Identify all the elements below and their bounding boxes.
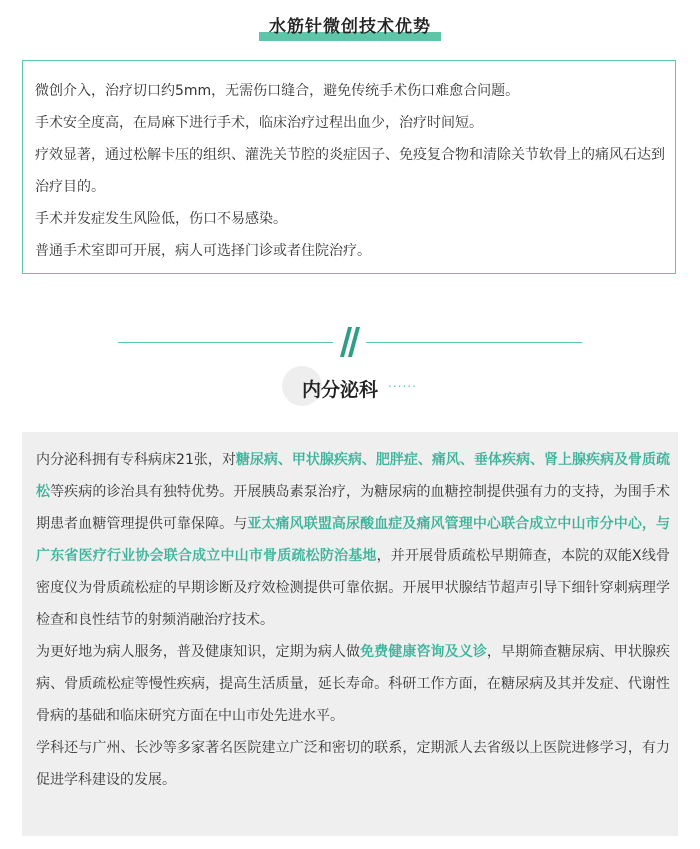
text-run: 为更好地为病人服务，普及健康知识，定期为病人做 — [36, 644, 361, 660]
highlight-partnerships: 亚太痛风联盟高尿酸血症及痛风管理中心联合成立中山市分中心，与广东省医疗行业协会联合成立中山市骨质疏松防治基地 — [36, 516, 671, 564]
advantage-item: 疗效显著，通过松解卡压的组织、灌洗关节腔的炎症因子、免疫复合物和清除关节软骨上的痛风石达到治疗目的。 — [35, 147, 665, 195]
highlight-free-consultation: 免费健康咨询及义诊 — [360, 644, 487, 660]
department-intro-panel — [22, 432, 678, 836]
advantage-item: 手术并发症发生风险低，伤口不易感染。 — [35, 211, 287, 227]
section1-title-wrap — [259, 12, 441, 37]
advantage-item: 普通手术室即可开展，病人可选择门诊或者住院治疗。 — [35, 243, 371, 259]
dotted-line-decoration: ...... — [388, 376, 417, 390]
advantage-item: 手术安全度高，在局麻下进行手术，临床治疗过程出血少，治疗时间短。 — [35, 115, 483, 131]
divider-line-right — [366, 342, 582, 343]
text-run: 内分泌科拥有专科病床21张，对 — [36, 452, 236, 468]
divider-line-left — [118, 342, 333, 343]
advantages-box — [22, 60, 676, 274]
highlight-diseases: 糖尿病、甲状腺疾病、肥胖症、痛风、垂体疾病、肾上腺疾病及骨质疏松 — [36, 452, 670, 500]
section2-title: 内分泌科 — [302, 379, 379, 401]
intro-paragraph-2 — [36, 636, 670, 732]
intro-paragraph-1 — [36, 444, 670, 636]
section1-heading — [0, 12, 700, 37]
text-run: 等疾病的诊治具有独特优势。开展胰岛素泵治疗，为糖尿病的血糖控制提供强有力的支持，为围手术期患者血糖管理提供可靠保障。与 — [36, 484, 671, 532]
advantage-item: 微创介入，治疗切口约5mm，无需伤口缝合，避免传统手术伤口难愈合问题。 — [35, 83, 520, 99]
section2-heading — [282, 366, 422, 412]
section-divider — [118, 327, 582, 357]
intro-paragraph-3: 学科还与广州、长沙等多家著名医院建立广泛和密切的联系，定期派人去省级以上医院进修学习，有力促进学科建设的发展。 — [36, 740, 670, 788]
section1-title: 水筋针微创技术优势 — [269, 17, 431, 37]
text-run: ，早期筛查糖尿病、甲状腺疾病、骨质疏松症等慢性疾病，提高生活质量，延长寿命。科研工作方面，在糖尿病及其并发症、代谢性骨病的基础和临床研究方面在中山市处先进水平。 — [36, 644, 671, 724]
text-run: ，并开展骨质疏松早期筛查，本院的双能X线骨密度仪为骨质疏松症的早期诊断及疗效检测提供可靠依据。开展甲状腺结节超声引导下细针穿刺病理学检查和良性结节的射频消融治疗技术。 — [36, 548, 671, 628]
